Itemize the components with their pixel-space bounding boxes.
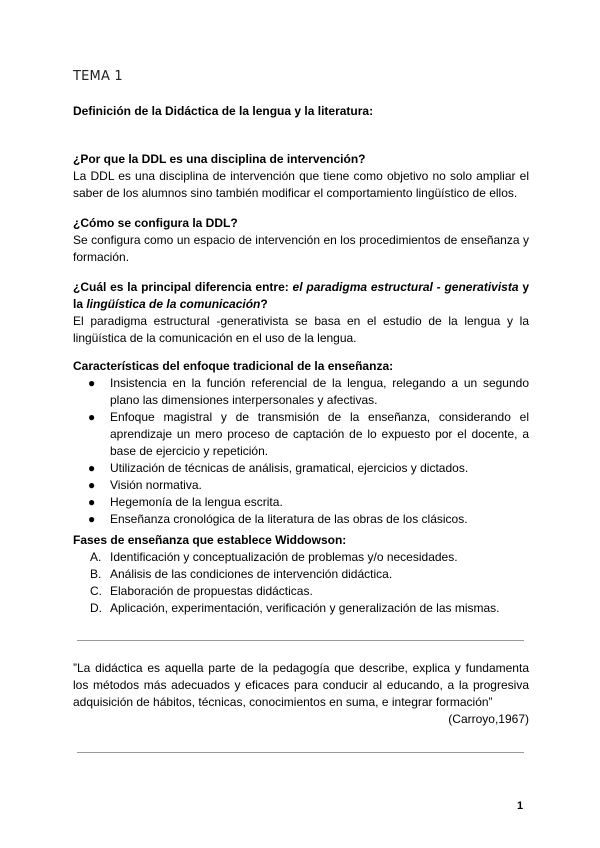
fases-list xyxy=(73,549,529,617)
section-q1 xyxy=(73,151,529,202)
quote-text: ”La didáctica es aquella parte de la pedagogía que describe, explica y fundamenta los métodos más adecuados y eficaces para conducir al educando, a la progresiva adquisición de hábitos, técnicas, conocimientos en suma, e integrar formación” xyxy=(73,661,529,709)
q3-heading xyxy=(73,279,529,313)
q3-heading-part3: ? xyxy=(260,297,268,311)
list-letter: D. xyxy=(90,601,102,615)
caracteristicas-list xyxy=(73,375,529,528)
q2-body: Se configura como un espacio de intervención en los procedimientos de enseñanza y formación. xyxy=(73,233,529,264)
q2-heading: ¿Cómo se configura la DDL? xyxy=(73,216,238,230)
quote-citation: (Carroyo,1967) xyxy=(448,712,529,726)
section-fases xyxy=(73,532,529,617)
q3-heading-italic1: el paradigma estructural - generativista xyxy=(292,280,519,294)
quote-block xyxy=(73,660,529,728)
caracteristicas-heading: Características del enfoque tradicional de la enseñanza: xyxy=(73,359,394,373)
q3-heading-part2: y la xyxy=(73,280,529,311)
fases-heading: Fases de enseñanza que establece Widdowson: xyxy=(73,533,347,547)
list-item: D. Aplicación, experimentación, verificación y generalización de las mismas. xyxy=(90,601,500,615)
list-item: A. Identificación y conceptualización de problemas y/o necesidades. xyxy=(90,550,458,564)
q3-heading-part1: ¿Cuál es la principal diferencia entre: xyxy=(73,280,293,294)
q3-heading-italic2: lingüística de la comunicación xyxy=(86,297,261,311)
tema-title: TEMA 1 xyxy=(73,69,123,84)
list-item: C. Elaboración de propuestas didácticas. xyxy=(90,584,313,598)
bullet-icon: ● xyxy=(88,512,96,526)
q1-heading: ¿Por que la DDL es una disciplina de intervención? xyxy=(73,152,366,166)
list-letter: C. xyxy=(90,584,102,598)
list-item: ● Utilización de técnicas de análisis, gramatical, ejercicios y dictados. xyxy=(88,461,469,475)
q3-body: El paradigma estructural -generativista se basa en el estudio de la lengua y la lingüística de la comunicación en el uso de la lengua. xyxy=(73,314,529,345)
list-letter: B. xyxy=(90,567,102,581)
section-caracteristicas xyxy=(73,358,529,528)
list-letter: A. xyxy=(90,550,102,564)
list-item: ● Hegemonía de la lengua escrita. xyxy=(88,495,283,509)
list-item: ● Enseñanza cronológica de la literatura de las obras de los clásicos. xyxy=(88,512,468,526)
section-q2 xyxy=(73,215,529,266)
bullet-icon: ● xyxy=(88,461,96,475)
list-item: ● Enfoque magistral y de transmisión de la enseñanza, considerando el aprendizaje un mero proceso de captación de lo expuesto por el docente, a base de ejercicio y repetición. xyxy=(88,410,529,458)
page-number: 1 xyxy=(517,800,524,812)
q1-body: La DDL es una disciplina de intervención que tiene como objetivo no solo ampliar el saber de los alumnos sino también modificar el comportamiento lingüístico de ellos. xyxy=(73,169,529,200)
bullet-icon: ● xyxy=(88,376,96,390)
list-item: ● Insistencia en la función referencial de la lengua, relegando a un segundo plano las dimensiones interpersonales y afectivas. xyxy=(88,376,529,407)
bullet-icon: ● xyxy=(88,495,96,509)
definicion-heading: Definición de la Didáctica de la lengua y la literatura: xyxy=(73,104,374,118)
bullet-icon: ● xyxy=(88,478,96,492)
list-item: B. Análisis de las condiciones de intervención didáctica. xyxy=(90,567,393,581)
section-q3 xyxy=(73,279,529,347)
divider-top xyxy=(77,640,524,641)
divider-bottom xyxy=(77,752,524,753)
list-item: ● Visión normativa. xyxy=(88,478,202,492)
bullet-icon: ● xyxy=(88,410,96,424)
